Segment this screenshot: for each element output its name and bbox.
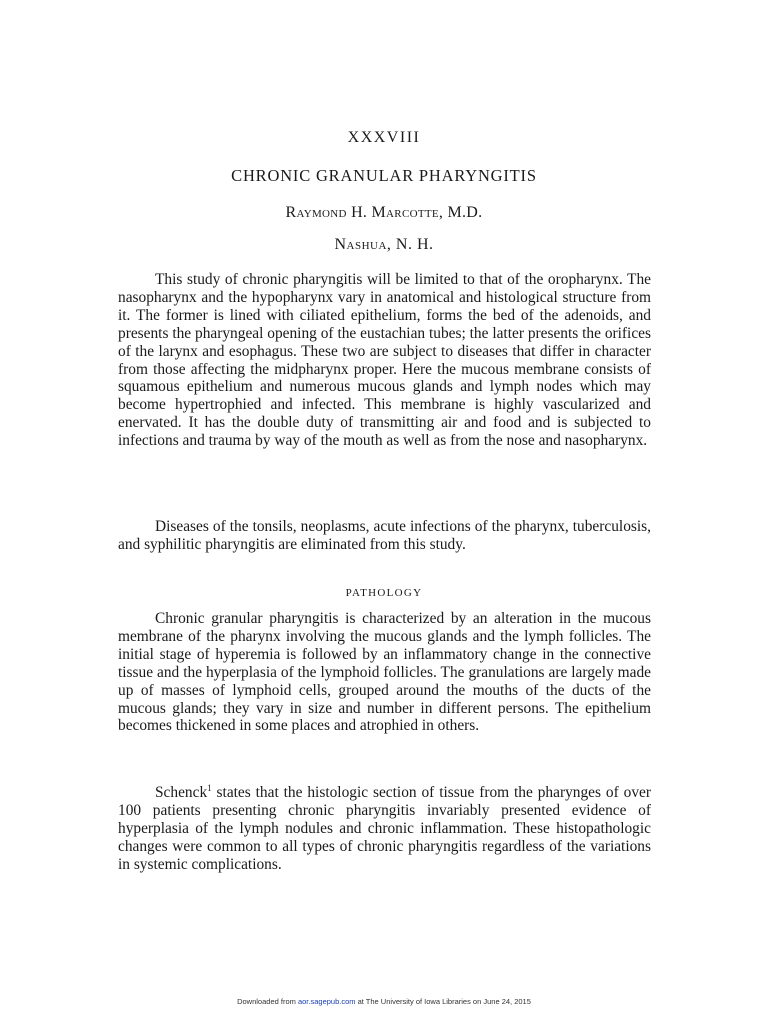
pathology-paragraph-block bbox=[118, 610, 651, 735]
download-footer bbox=[0, 997, 768, 1006]
article-title: CHRONIC GRANULAR PHARYNGITIS bbox=[231, 166, 537, 185]
intro-paragraph-block bbox=[118, 271, 651, 450]
footnote-marker[interactable]: 1 bbox=[207, 783, 212, 793]
schenck-paragraph-block bbox=[118, 784, 651, 874]
exclusion-paragraph-block bbox=[118, 518, 651, 554]
pathology-paragraph: Chronic granular pharyngitis is characterized by an alteration in the mucous membrane of the pharynx involving the mucous glands and the lymph follicles. The initial stage of hyperemia is followed by an inflammatory change in the connective tissue and the hyperplasia of the lymphoid follicles. The granulations are largely made up of masses of lymphoid cells, grouped around the mouths of the ducts of the mucous glands; they vary in size and number in different persons. The epithelium becomes thickened in some places and atrophied in others. bbox=[118, 610, 651, 735]
section-heading-pathology: PATHOLOGY bbox=[345, 587, 423, 599]
footer-link[interactable]: aor.sagepub.com bbox=[297, 997, 356, 1006]
intro-paragraph: This study of chronic pharyngitis will be limited to that of the oropharynx. The nasopharynx and the hypopharynx vary in anatomical and histological structure from it. The former is lined with ciliated epithelium, forms the bed of the adenoids, and presents the pharyngeal opening of the eustachian tubes; the latter presents the orifices of the larynx and esophagus. These two are subject to diseases that differ in character from those affecting the midpharynx proper. Here the mucous membrane consists of squamous epithelium and numerous mucous glands and lymph nodes which may become hypertrophied and infected. This membrane is highly vascularized and enervated. It has the double duty of transmitting air and food and is subjected to infections and trauma by way of the mouth as well as from the nose and nasopharynx. bbox=[118, 271, 651, 450]
footer-suffix: at The University of Iowa Libraries on June 24, 2015 bbox=[355, 997, 531, 1006]
schenck-paragraph bbox=[118, 784, 651, 874]
schenck-paragraph-text: states that the histologic section of tissue from the pharynges of over 100 patients presenting chronic pharyngitis invariably presented evidence of hyperplasia of the lymph nodules and chronic inflammation. These histopathologic changes were common to all types of chronic pharyngitis regardless of the variations in systemic complications. bbox=[118, 784, 651, 873]
author-location: Nashua, N. H. bbox=[334, 236, 434, 253]
schenck-citation-name: Schenck bbox=[155, 784, 208, 801]
author-name: Raymond H. Marcotte, M.D. bbox=[285, 204, 483, 221]
footer-prefix: Downloaded from bbox=[237, 997, 298, 1006]
exclusion-paragraph: Diseases of the tonsils, neoplasms, acute infections of the pharynx, tuberculosis, and syphilitic pharyngitis are eliminated from this study. bbox=[118, 518, 651, 553]
chapter-number: XXXVIII bbox=[347, 129, 421, 146]
